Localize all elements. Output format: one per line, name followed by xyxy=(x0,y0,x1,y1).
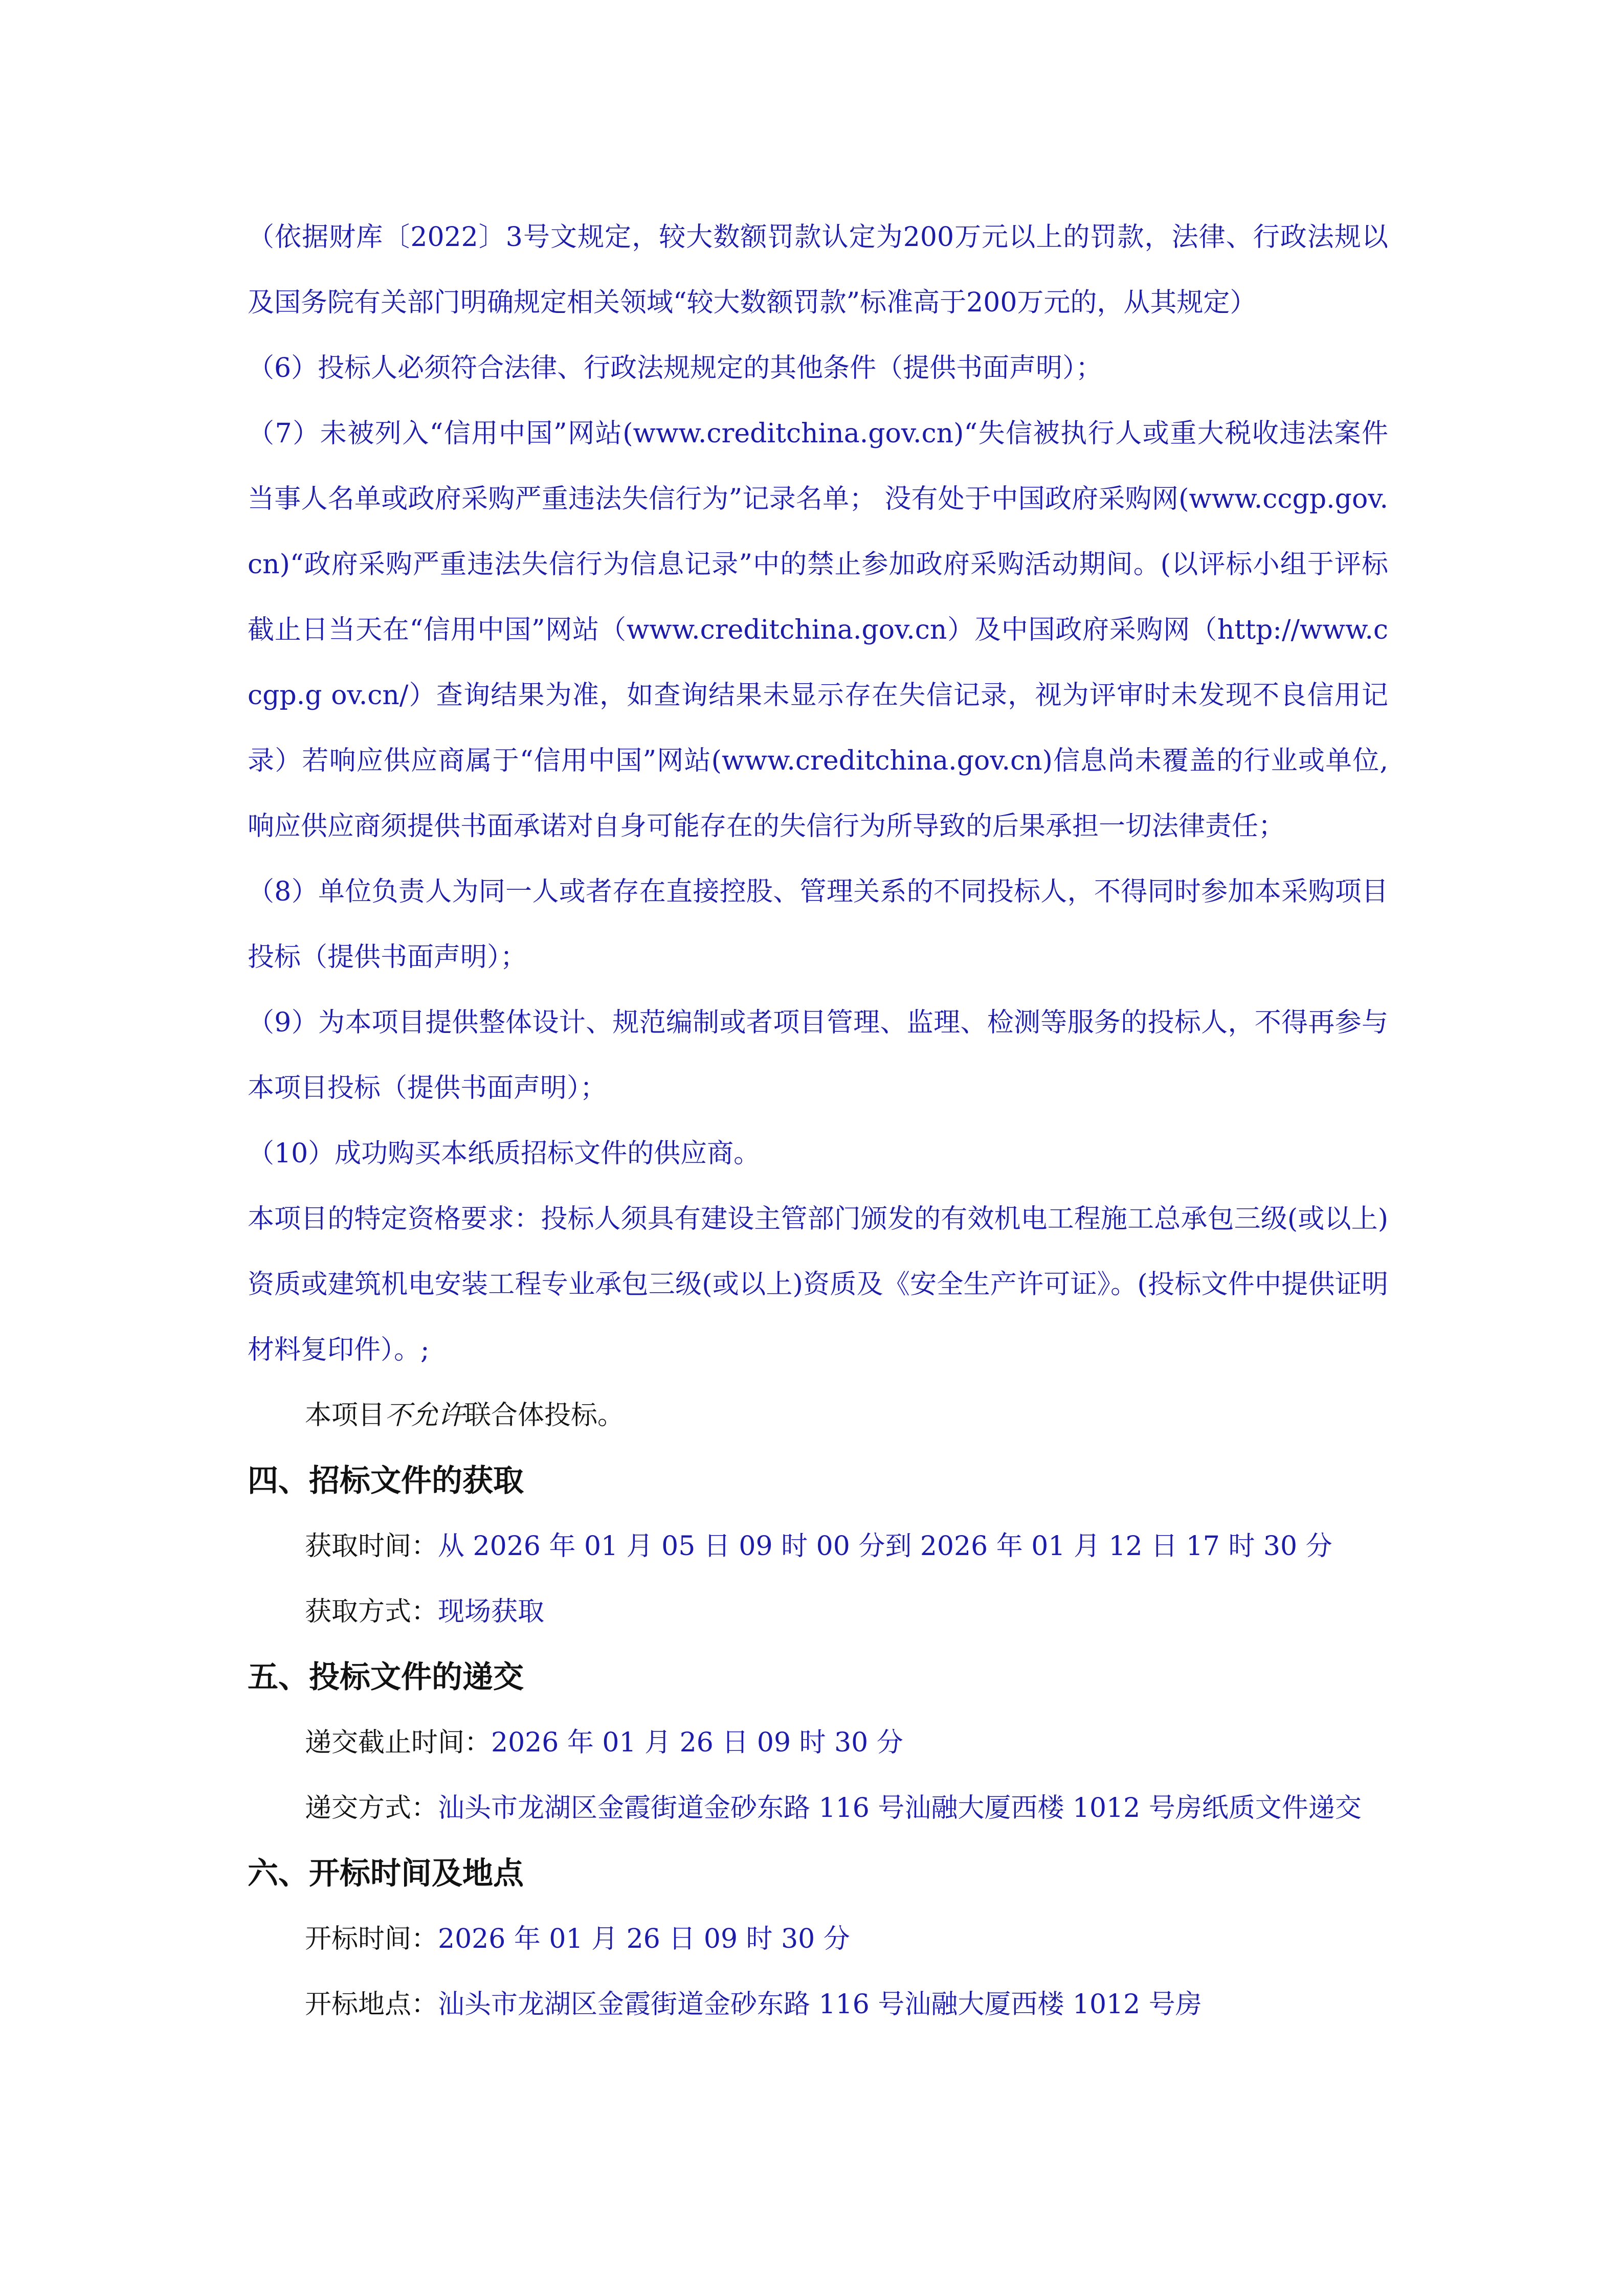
acquisition-method xyxy=(248,1579,1388,1645)
acquisition-time-label: 获取时间： xyxy=(305,1531,438,1562)
qualification-item-9: （9）为本项目提供整体设计、规范编制或者项目管理、监理、检测等服务的投标人，不得再参与本项目投标（提供书面声明）； xyxy=(248,1007,1388,1104)
specific-qualification: 本项目的特定资格要求：投标人须具有建设主管部门颁发的有效机电工程施工总承包三级(或以上)资质或建筑机电安装工程专业承包三级(或以上)资质及《安全生产许可证》。(投标文件中提供证明材料复印件）。; xyxy=(248,1204,1388,1365)
opening-time-label: 开标时间： xyxy=(305,1924,438,1954)
consortium-suffix: 联合体投标。 xyxy=(464,1400,625,1431)
submission-method-label: 递交方式： xyxy=(305,1793,438,1824)
submission-deadline-value: 2026 年 01 月 26 日 09 时 30 分 xyxy=(491,1727,903,1758)
opening-place-label: 开标地点： xyxy=(305,1989,438,2020)
opening-place-value: 汕头市龙湖区金霞街道金砂东路 116 号汕融大厦西楼 1012 号房 xyxy=(438,1989,1202,2020)
consortium-statement xyxy=(248,1383,1388,1448)
submission-deadline xyxy=(248,1710,1388,1775)
acquisition-time xyxy=(248,1514,1388,1579)
qualification-item-10: （10）成功购买本纸质招标文件的供应商。 xyxy=(248,1138,761,1169)
qualification-item-7: （7）未被列入“信用中国”网站(www.creditchina.gov.cn)“失信被执行人或重大税收违法案件当事人名单或政府采购严重违法失信行为”记录名单； 没有处于中国政府采购网(www.ccgp.gov.cn)“政府采购严重违法失信行为信息记录”中的禁止参加政府采购活动期间。(以评标小组于评标截止日当天在“信用中国”网站（www.creditchina.gov.cn）及中国政府采购网（http://www.ccgp.g ov.cn/）查询结果为准，如查询结果未显示存在失信记录，视为评审时未发现不良信用记录）若响应供应商属于“信用中国”网站(www.creditchina.gov.cn)信息尚未覆盖的行业或单位,响应供应商须提供书面承诺对自身可能存在的失信行为所导致的后果承担一切法律责任； xyxy=(248,418,1388,842)
acquisition-method-value: 现场获取 xyxy=(438,1596,545,1627)
document-body xyxy=(248,205,1388,2037)
acquisition-time-value: 从 2026 年 01 月 05 日 09 时 00 分到 2026 年 01 月 12 日 17 时 30 分 xyxy=(438,1531,1332,1562)
opening-time xyxy=(248,1906,1388,1972)
consortium-value: 不允许 xyxy=(385,1400,465,1431)
consortium-prefix: 本项目 xyxy=(305,1400,385,1431)
acquisition-method-label: 获取方式： xyxy=(305,1596,438,1627)
section-5-heading: 五、投标文件的递交 xyxy=(248,1659,524,1695)
submission-deadline-label: 递交截止时间： xyxy=(305,1727,492,1758)
qualification-item-6: （6）投标人必须符合法律、行政法规规定的其他条件（提供书面声明）； xyxy=(248,353,1103,384)
submission-method-value: 汕头市龙湖区金霞街道金砂东路 116 号汕融大厦西楼 1012 号房纸质文件递交 xyxy=(438,1793,1362,1824)
submission-method xyxy=(248,1775,1388,1841)
section-6-heading: 六、开标时间及地点 xyxy=(248,1856,524,1892)
opening-place xyxy=(248,1972,1388,2037)
section-4-heading: 四、招标文件的获取 xyxy=(248,1463,524,1499)
qualification-item-8: （8）单位负责人为同一人或者存在直接控股、管理关系的不同投标人，不得同时参加本采购项目投标（提供书面声明）； xyxy=(248,876,1388,973)
penalty-note: （依据财库〔2022〕3号文规定，较大数额罚款认定为200万元以上的罚款，法律、行政法规以及国务院有关部门明确规定相关领域“较大数额罚款”标准高于200万元的，从其规定） xyxy=(248,222,1388,318)
opening-time-value: 2026 年 01 月 26 日 09 时 30 分 xyxy=(438,1924,850,1954)
